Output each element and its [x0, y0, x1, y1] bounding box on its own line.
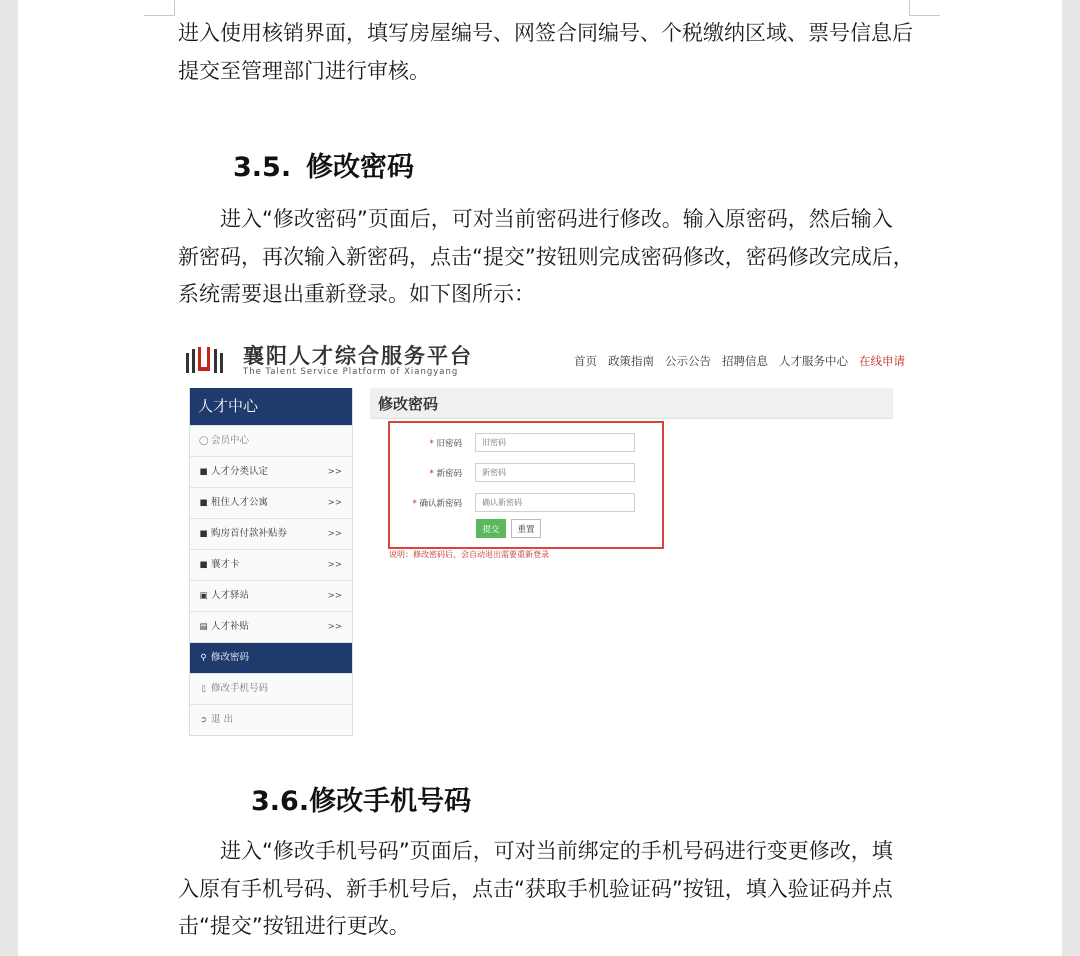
section-heading-3-6: [251, 779, 471, 818]
site-subtitle: The Talent Service Platform of Xiangyang: [243, 367, 459, 377]
platform-logo: [185, 345, 229, 375]
section-number: 3.6.: [251, 786, 310, 817]
key-icon: ⚲: [200, 653, 207, 663]
text-line: 进入使用核销界面，填写房屋编号、网签合同编号、个税缴纳区域、票号信息后: [178, 21, 913, 45]
expand-arrow: >>: [327, 560, 342, 570]
person-card-icon: ■: [199, 529, 208, 539]
section-heading-3-5: [233, 145, 414, 184]
sidebar-item-change-password[interactable]: [190, 642, 352, 673]
logout-icon: ➲: [199, 715, 208, 725]
expand-arrow: >>: [327, 529, 342, 539]
text-line: 进入“修改手机号码”页面后，可对当前绑定的手机号码进行变更修改，填: [220, 839, 893, 863]
top-navigation: [574, 353, 905, 369]
form-row-new-password: [390, 463, 662, 485]
section-3-5-paragraph: [178, 201, 914, 314]
expand-arrow: >>: [327, 622, 342, 632]
page-corner-mark: [909, 0, 940, 16]
sidebar-item-talent-station[interactable]: [190, 580, 352, 611]
sidebar-item-label: 修改密码: [211, 652, 250, 663]
expand-arrow: >>: [327, 591, 342, 601]
person-card-icon: ■: [199, 498, 208, 508]
site-name: 襄阳人才综合服务平台: [243, 344, 473, 368]
person-card-icon: ■: [199, 560, 208, 570]
section-title: 修改密码: [306, 152, 414, 183]
sidebar-item-label: 租住人才公寓: [211, 497, 269, 508]
user-circle-icon: ◯: [199, 436, 209, 446]
image-icon: ▤: [199, 622, 208, 632]
sidebar-item-talent-apartment[interactable]: [190, 487, 352, 518]
confirm-password-label: [413, 497, 462, 509]
confirm-password-input[interactable]: [475, 493, 635, 512]
required-mark: *: [412, 499, 417, 509]
sidebar-item-talent-certification[interactable]: [190, 456, 352, 487]
form-row-confirm-password: [390, 493, 662, 515]
section-title: 修改手机号码: [309, 786, 472, 817]
sidebar-item-logout[interactable]: [190, 704, 352, 735]
nav-online-application[interactable]: 在线申请: [859, 354, 905, 368]
form-note: 说明：修改密码后，会自动退出需要重新登录: [389, 550, 549, 559]
old-password-label: [430, 437, 462, 449]
main-header-bar: [370, 388, 893, 419]
sidebar-header: 人才中心: [190, 388, 352, 425]
section-3-6-paragraph: [178, 833, 908, 946]
section-number: 3.5.: [233, 152, 292, 183]
page-title: 修改密码: [378, 395, 439, 413]
page-corner-mark: [144, 0, 175, 16]
text-line: 击“提交”按钮进行更改。: [178, 914, 410, 938]
expand-arrow: >>: [327, 498, 342, 508]
embedded-screenshot: [183, 337, 905, 739]
text-line: 入原有手机号码、新手机号后，点击“获取手机验证码”按钮，填入验证码并点: [178, 876, 893, 901]
text-line: 新密码，再次输入新密码，点击“提交”按钮则完成密码修改，密码修改完成后，: [178, 244, 914, 269]
text-line: 系统需要退出重新登录。如下图所示：: [178, 282, 535, 306]
label-text: 确认新密码: [419, 499, 462, 509]
sidebar-item-label: 购房首付款补贴券: [211, 528, 288, 539]
form-row-old-password: [390, 433, 662, 455]
document-page: [18, 0, 1062, 956]
sidebar-item-talent-card[interactable]: [190, 549, 352, 580]
new-password-input[interactable]: [475, 463, 635, 482]
sidebar-item-change-phone[interactable]: [190, 673, 352, 704]
intro-paragraph: [178, 15, 913, 90]
nav-talent-service-center[interactable]: 人才服务中心: [779, 354, 848, 368]
required-mark: *: [429, 469, 434, 479]
sidebar-item-label: 人才补贴: [211, 621, 250, 632]
id-card-icon: ▣: [199, 591, 208, 601]
nav-policy-guide[interactable]: 政策指南: [608, 354, 654, 368]
nav-home[interactable]: 首页: [574, 354, 597, 368]
person-card-icon: ■: [199, 467, 208, 477]
label-text: 新密码: [436, 469, 462, 479]
submit-button[interactable]: 提交: [476, 519, 506, 538]
old-password-input[interactable]: [475, 433, 635, 452]
sidebar-item-down-payment-voucher[interactable]: [190, 518, 352, 549]
required-mark: *: [429, 439, 434, 449]
sidebar-item-label: 会员中心: [211, 435, 250, 446]
reset-button[interactable]: 重置: [511, 519, 541, 538]
new-password-label: [430, 467, 462, 479]
text-line: 提交至管理部门进行审核。: [178, 58, 430, 83]
text-line: 进入“修改密码”页面后，可对当前密码进行修改。输入原密码，然后输入: [220, 207, 893, 231]
expand-arrow: >>: [327, 467, 342, 477]
sidebar-item-label: 人才驿站: [211, 590, 250, 601]
sidebar-item-label: 襄才卡: [211, 559, 240, 570]
phone-icon: ▯: [201, 684, 206, 694]
nav-recruitment[interactable]: 招聘信息: [722, 354, 768, 368]
sidebar: [189, 388, 353, 736]
label-text: 旧密码: [436, 439, 462, 449]
sidebar-item-label: 退 出: [211, 714, 234, 725]
sidebar-item-talent-subsidy[interactable]: [190, 611, 352, 642]
sidebar-item-member-center[interactable]: [190, 425, 352, 456]
sidebar-item-label: 修改手机号码: [211, 683, 269, 694]
nav-announcements[interactable]: 公示公告: [665, 354, 711, 368]
sidebar-item-label: 人才分类认定: [211, 466, 269, 477]
change-password-form: [388, 421, 664, 549]
